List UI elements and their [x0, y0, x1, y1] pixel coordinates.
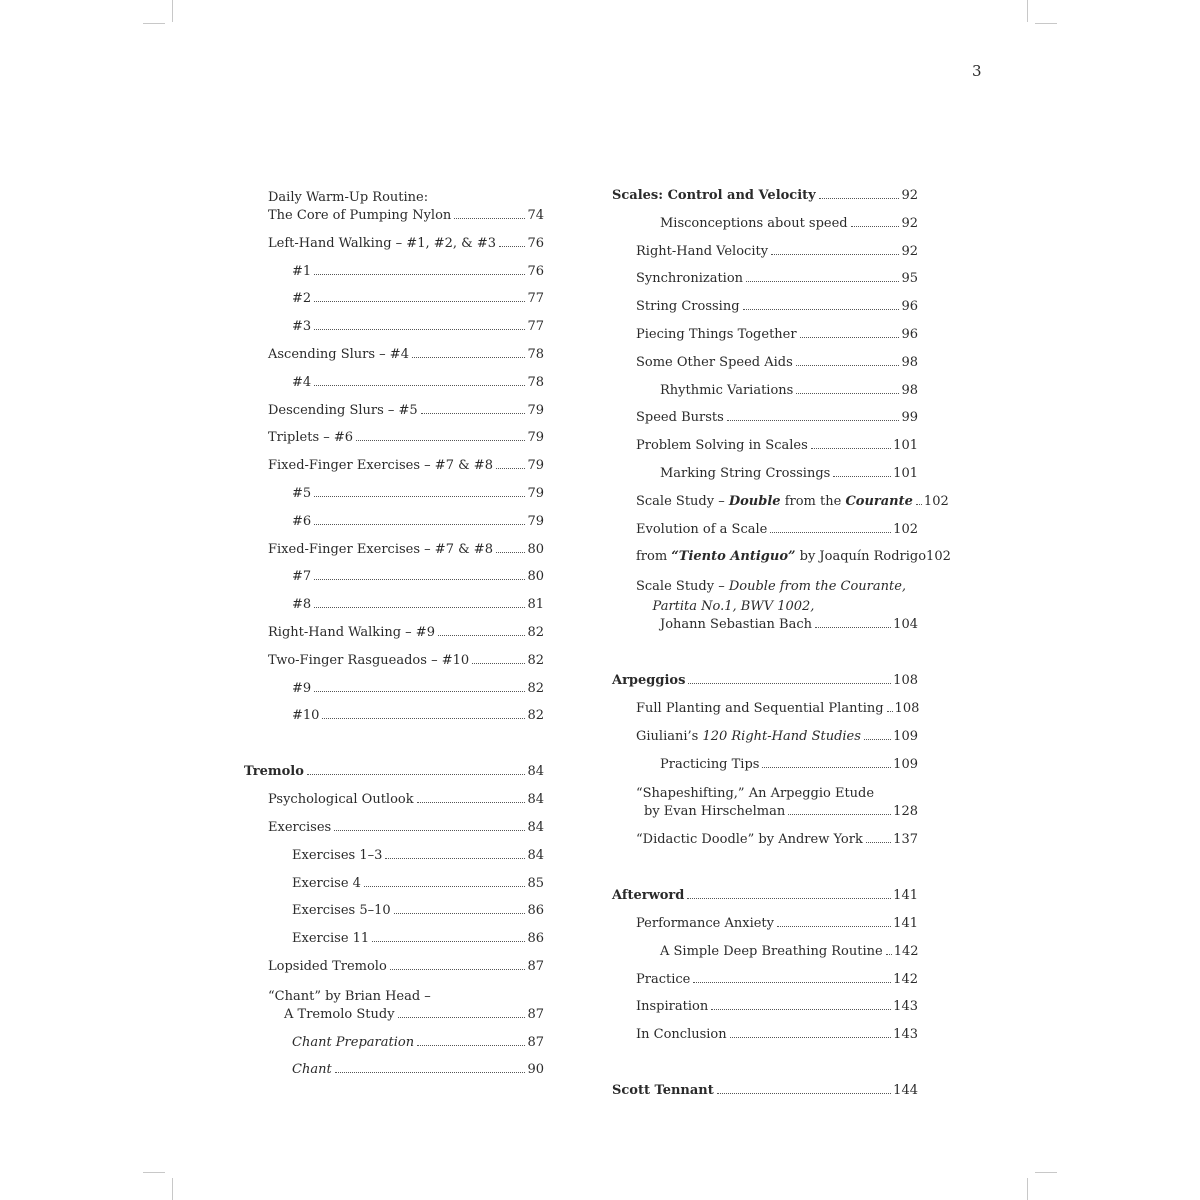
toc-entry — [244, 820, 544, 836]
dot-leader — [314, 301, 525, 302]
toc-entry — [612, 729, 918, 745]
toc-page-number: 80 — [527, 541, 544, 557]
toc-entry — [612, 493, 949, 510]
dot-leader — [307, 774, 526, 775]
crop-mark — [143, 23, 165, 24]
toc-page-number: 80 — [527, 569, 544, 585]
toc-entry — [612, 784, 918, 820]
dot-leader — [372, 941, 525, 942]
dot-leader — [777, 926, 891, 927]
toc-entry-title: Fixed-Finger Exercises – #7 & #8 — [268, 458, 493, 474]
toc-entry-title: Performance Anxiety — [636, 915, 774, 931]
toc-entry-title: Johann Sebastian Bach — [660, 617, 812, 633]
dot-leader — [687, 898, 891, 899]
toc-entry-title: A Tremolo Study — [284, 1006, 395, 1022]
crop-mark — [172, 0, 173, 22]
dot-leader — [800, 337, 900, 338]
toc-page-number: 78 — [527, 374, 544, 390]
dot-leader — [811, 448, 891, 449]
dot-leader — [454, 218, 525, 219]
toc-page-number: 143 — [893, 1027, 918, 1043]
toc-page-number: 95 — [901, 271, 918, 287]
toc-page-number: 96 — [901, 326, 918, 342]
dot-leader — [499, 246, 525, 247]
toc-page-number: 92 — [901, 188, 918, 203]
dot-leader — [796, 393, 899, 394]
toc-page-number: 85 — [527, 875, 544, 891]
toc-page-number: 78 — [527, 346, 544, 362]
dot-leader — [334, 830, 525, 831]
toc-entry-title: Lopsided Tremolo — [268, 958, 387, 974]
toc-entry-title: Scott Tennant — [612, 1083, 714, 1099]
dot-leader — [438, 635, 525, 636]
dot-leader — [496, 468, 525, 469]
toc-page-number: 79 — [527, 458, 544, 474]
toc-entry-title: Scale Study – Double from the Courante — [636, 493, 913, 509]
page-number: 3 — [972, 62, 982, 80]
dot-leader — [314, 579, 525, 580]
toc-page-number: 74 — [527, 208, 544, 223]
toc-page-number: 98 — [901, 382, 918, 398]
toc-page-number: 77 — [527, 319, 544, 335]
crop-mark — [1027, 1178, 1028, 1200]
toc-entry-title: by Evan Hirschelman — [644, 804, 786, 820]
toc-entry — [612, 944, 918, 960]
dot-leader — [771, 254, 899, 255]
toc-entry — [244, 347, 544, 363]
dot-leader — [496, 552, 525, 553]
toc-entry-line: “Shapeshifting,” An Arpeggio Etude — [636, 786, 875, 802]
toc-page-number: 76 — [527, 263, 544, 279]
dot-leader — [421, 413, 526, 414]
toc-entry-title: Arpeggios — [612, 673, 686, 689]
toc-entry-title: Misconceptions about speed — [660, 215, 848, 231]
dot-leader — [916, 504, 922, 505]
toc-page-number: 108 — [893, 673, 918, 689]
dot-leader — [886, 954, 892, 955]
toc-entry — [244, 188, 544, 224]
toc-entry-title: Right-Hand Velocity — [636, 243, 769, 259]
toc-entry — [244, 403, 544, 419]
dot-leader — [412, 357, 525, 358]
toc-entry — [612, 271, 918, 287]
toc-right-column — [612, 188, 951, 1111]
toc-entry-title: #10 — [292, 708, 320, 724]
toc-page-number: 141 — [893, 888, 918, 904]
toc-entry — [244, 764, 544, 780]
toc-page-number: 81 — [527, 597, 544, 613]
toc-entry-title: #9 — [292, 680, 312, 696]
toc-entry — [612, 999, 918, 1015]
dot-leader — [356, 440, 525, 441]
dot-leader — [851, 226, 900, 227]
toc-page-number: 87 — [527, 1006, 544, 1022]
toc-entry-title: Practicing Tips — [660, 756, 760, 772]
toc-entry — [612, 383, 918, 399]
dot-leader — [887, 711, 893, 712]
toc-entry-line: Partita No.1, BWV 1002, — [636, 599, 815, 615]
toc-entry — [244, 1035, 544, 1051]
dot-leader — [815, 627, 891, 628]
toc-entry — [244, 987, 544, 1023]
toc-entry-line: Scale Study – Double from the Courante, — [636, 579, 907, 595]
toc-entry — [244, 458, 544, 474]
dot-leader — [314, 496, 525, 497]
toc-page-number: 99 — [901, 410, 918, 426]
toc-entry — [612, 757, 918, 773]
toc-entry-title: Practice — [636, 971, 691, 987]
toc-entry — [244, 792, 544, 808]
dot-leader — [398, 1017, 526, 1018]
toc-page-number: 82 — [527, 652, 544, 668]
dot-leader — [770, 532, 891, 533]
toc-entry-title: #4 — [292, 374, 312, 390]
toc-page-number: 77 — [527, 291, 544, 307]
toc-page-number: 109 — [893, 756, 918, 772]
toc-page-number: 86 — [527, 903, 544, 919]
toc-entry-title: Evolution of a Scale — [636, 521, 768, 537]
toc-entry — [244, 542, 544, 558]
toc-entry-title: The Core of Pumping Nylon — [268, 208, 452, 223]
toc-left-column — [244, 188, 544, 1090]
toc-page-number: 84 — [527, 764, 544, 780]
toc-page-number: 76 — [527, 235, 544, 251]
toc-page-number: 79 — [527, 430, 544, 446]
toc-entry — [244, 625, 544, 641]
toc-page-number: 84 — [527, 819, 544, 835]
toc-entry-title: Afterword — [612, 888, 685, 904]
toc-page-number: 142 — [893, 943, 919, 959]
dot-leader — [314, 274, 525, 275]
toc-entry-title: Fixed-Finger Exercises – #7 & #8 — [268, 541, 493, 557]
toc-entry — [612, 1083, 918, 1099]
toc-entry-title: Right-Hand Walking – #9 — [268, 624, 435, 640]
toc-entry-title: Exercise 11 — [292, 931, 370, 947]
toc-entry — [612, 577, 918, 633]
dot-leader — [688, 683, 891, 684]
toc-entry-title: Full Planting and Sequential Planting — [636, 700, 884, 716]
toc-entry — [612, 701, 918, 717]
dot-leader — [743, 309, 900, 310]
dot-leader — [385, 858, 525, 859]
toc-entry — [244, 264, 544, 280]
toc-page-number: 82 — [527, 680, 544, 696]
dot-leader — [417, 1045, 525, 1046]
toc-entry — [612, 673, 918, 689]
toc-entry-title: Marking String Crossings — [660, 465, 831, 481]
dot-leader — [711, 1009, 891, 1010]
toc-entry-title: Descending Slurs – #5 — [268, 402, 418, 418]
toc-page-number: 102 — [926, 549, 951, 565]
toc-entry-title: #1 — [292, 263, 312, 279]
toc-entry — [612, 549, 951, 565]
toc-entry — [612, 916, 918, 932]
toc-entry-title: #7 — [292, 569, 312, 585]
toc-page-number: 137 — [893, 832, 918, 848]
toc-entry — [244, 931, 544, 947]
toc-entry-title: “Didactic Doodle” by Andrew York — [636, 832, 863, 848]
dot-leader — [364, 886, 526, 887]
dot-leader — [762, 767, 891, 768]
dot-leader — [314, 524, 525, 525]
toc-page-number: 144 — [893, 1083, 918, 1099]
toc-page-number: 86 — [527, 931, 544, 947]
toc-page-number: 102 — [893, 521, 918, 537]
toc-entry-title: Chant Preparation — [292, 1034, 415, 1050]
crop-mark — [1035, 23, 1057, 24]
dot-leader — [788, 814, 891, 815]
dot-leader — [314, 329, 525, 330]
toc-entry-title: Exercises — [268, 819, 332, 835]
toc-entry — [244, 848, 544, 864]
toc-page-number: 84 — [527, 792, 544, 808]
dot-leader — [693, 982, 891, 983]
toc-entry-title: from “Tiento Antiguo” by Joaquín Rodrigo — [636, 549, 927, 565]
dot-leader — [727, 420, 900, 421]
toc-page-number: 108 — [894, 700, 920, 716]
toc-entry-title: In Conclusion — [636, 1027, 727, 1043]
crop-mark — [1027, 0, 1028, 22]
toc-entry — [244, 876, 544, 892]
toc-entry — [612, 410, 918, 426]
toc-entry-line: Daily Warm-Up Routine: — [268, 190, 429, 205]
toc-entry — [612, 438, 918, 454]
dot-leader — [746, 281, 899, 282]
toc-entry-title: String Crossing — [636, 299, 740, 315]
toc-entry-title: #3 — [292, 319, 312, 335]
crop-mark — [172, 1178, 173, 1200]
toc-entry-title: Tremolo — [244, 764, 304, 780]
dot-leader — [472, 663, 525, 664]
toc-page-number: 79 — [527, 513, 544, 529]
toc-entry — [612, 327, 918, 343]
dot-leader — [417, 802, 526, 803]
toc-entry-title: Exercises 1–3 — [292, 847, 383, 863]
toc-entry — [612, 299, 918, 315]
toc-entry — [612, 522, 918, 538]
toc-page-number: 98 — [901, 354, 918, 370]
toc-page-number: 92 — [901, 215, 918, 231]
dot-leader — [730, 1037, 892, 1038]
toc-entry-title: Some Other Speed Aids — [636, 354, 793, 370]
toc-entry-title: Speed Bursts — [636, 410, 724, 426]
dot-leader — [394, 913, 526, 914]
toc-entry — [244, 903, 544, 919]
toc-entry-title: Problem Solving in Scales — [636, 438, 808, 454]
toc-entry-title: #8 — [292, 597, 312, 613]
toc-page-number: 128 — [893, 804, 918, 820]
toc-entry — [612, 466, 918, 482]
toc-page-number: 141 — [893, 915, 918, 931]
toc-page-number: 82 — [527, 624, 544, 640]
toc-page-number: 90 — [527, 1062, 544, 1078]
toc-entry — [244, 486, 544, 502]
toc-entry-title: Exercise 4 — [292, 875, 361, 891]
toc-page-number: 79 — [527, 402, 544, 418]
toc-entry — [612, 1027, 918, 1043]
toc-entry-title: Psychological Outlook — [268, 792, 414, 808]
toc-entry — [612, 188, 918, 204]
toc-entry-title: Giuliani’s 120 Right-Hand Studies — [636, 728, 861, 744]
toc-entry-line: “Chant” by Brian Head – — [268, 988, 431, 1004]
dot-leader — [717, 1093, 891, 1094]
dot-leader — [335, 1072, 526, 1073]
toc-page-number: 109 — [893, 728, 918, 744]
toc-page-number: 87 — [527, 1034, 544, 1050]
toc-entry-title: Left-Hand Walking – #1, #2, & #3 — [268, 235, 497, 251]
toc-entry — [612, 972, 918, 988]
toc-entry-title: Rhythmic Variations — [660, 382, 794, 398]
toc-page-number: 87 — [527, 958, 544, 974]
toc-entry — [244, 514, 544, 530]
dot-leader — [314, 385, 525, 386]
toc-entry — [612, 832, 918, 848]
toc-page-number: 142 — [893, 971, 918, 987]
toc-entry-title: Inspiration — [636, 999, 709, 1015]
toc-page-number: 102 — [923, 493, 949, 509]
toc-entry-title: Two-Finger Rasgueados – #10 — [268, 652, 470, 668]
toc-entry-title: Chant — [292, 1062, 332, 1078]
toc-page-number: 104 — [893, 617, 918, 633]
toc-entry — [244, 375, 544, 391]
toc-page-number: 143 — [893, 999, 918, 1015]
dot-leader — [866, 842, 891, 843]
toc-entry — [244, 430, 544, 446]
toc-entry-title: Scales: Control and Velocity — [612, 188, 816, 203]
dot-leader — [390, 969, 526, 970]
toc-entry — [244, 959, 544, 975]
toc-entry-title: #6 — [292, 513, 312, 529]
toc-entry — [244, 569, 544, 585]
toc-entry — [244, 653, 544, 669]
dot-leader — [819, 198, 900, 199]
toc-entry — [612, 888, 918, 904]
dot-leader — [314, 691, 525, 692]
toc-page-number: 84 — [527, 847, 544, 863]
toc-entry — [244, 708, 544, 724]
toc-entry — [612, 355, 918, 371]
toc-entry-title: #5 — [292, 485, 312, 501]
crop-mark — [143, 1172, 165, 1173]
toc-entry-title: #2 — [292, 291, 312, 307]
toc-entry-title: Synchronization — [636, 271, 744, 287]
toc-page-number: 79 — [527, 485, 544, 501]
toc-entry — [244, 597, 544, 613]
toc-entry — [244, 236, 544, 252]
toc-page-number: 101 — [893, 438, 918, 454]
toc-entry-title: Ascending Slurs – #4 — [268, 346, 409, 362]
toc-page-number: 101 — [893, 465, 918, 481]
toc-entry — [244, 291, 544, 307]
toc-entry-title: Piecing Things Together — [636, 326, 797, 342]
toc-entry-title: Exercises 5–10 — [292, 903, 391, 919]
toc-entry — [244, 319, 544, 335]
toc-page-number: 96 — [901, 299, 918, 315]
dot-leader — [864, 739, 891, 740]
toc-entry-title: A Simple Deep Breathing Routine — [660, 943, 883, 959]
dot-leader — [314, 607, 525, 608]
toc-page-number: 92 — [901, 243, 918, 259]
crop-mark — [1035, 1172, 1057, 1173]
toc-entry — [612, 244, 918, 260]
dot-leader — [322, 718, 525, 719]
toc-entry-title: Triplets – #6 — [268, 430, 354, 446]
toc-entry — [612, 216, 918, 232]
toc-page-number: 82 — [527, 708, 544, 724]
dot-leader — [833, 476, 891, 477]
toc-entry — [244, 681, 544, 697]
toc-entry — [244, 1062, 544, 1078]
dot-leader — [796, 365, 900, 366]
